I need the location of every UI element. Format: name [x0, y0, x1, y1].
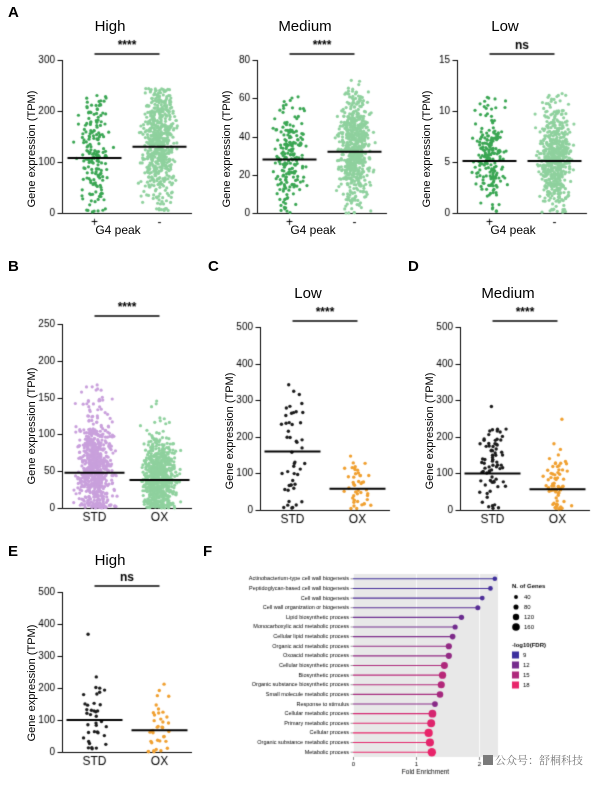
panel-letter-C: C [208, 258, 219, 275]
y-axis-label: Gene expression (TPM) [221, 90, 233, 208]
panel-F-go-chart [205, 568, 610, 783]
y-axis-label: Gene expression (TPM) [26, 367, 38, 485]
scatter-canvas [20, 290, 200, 540]
watermark-text: 公众号：舒桐科技 [495, 755, 583, 767]
watermark-icon [483, 755, 493, 765]
panel-D-plot [418, 285, 598, 540]
panel-A-plot-high [20, 18, 200, 243]
y-axis-label: Gene expression (TPM) [26, 90, 38, 208]
panel-A-plot-medium [215, 18, 395, 243]
y-axis-label: Gene expression (TPM) [424, 372, 436, 490]
x-axis-label: G4 peak [95, 223, 141, 237]
scatter-canvas [218, 285, 398, 540]
go-lollipop-canvas [205, 568, 610, 783]
x-axis-label: G4 peak [490, 223, 536, 237]
panel-letter-B: B [8, 258, 19, 275]
panel-C-plot [218, 285, 398, 540]
panel-letter-F: F [203, 543, 213, 560]
x-axis-label: G4 peak [290, 223, 336, 237]
panel-letter-A: A [8, 4, 19, 21]
panel-letter-D: D [408, 258, 419, 275]
y-axis-label: Gene expression (TPM) [26, 624, 38, 742]
scatter-canvas [415, 18, 595, 243]
panel-A-plot-low [415, 18, 595, 243]
panel-B-plot [20, 290, 200, 540]
scatter-canvas [418, 285, 598, 540]
scatter-canvas [20, 18, 200, 243]
y-axis-label: Gene expression (TPM) [224, 372, 236, 490]
watermark [483, 752, 583, 768]
panel-letter-E: E [8, 543, 19, 560]
y-axis-label: Gene expression (TPM) [421, 90, 433, 208]
scatter-canvas [215, 18, 395, 243]
panel-E-plot [20, 552, 200, 782]
scatter-canvas [20, 552, 200, 782]
